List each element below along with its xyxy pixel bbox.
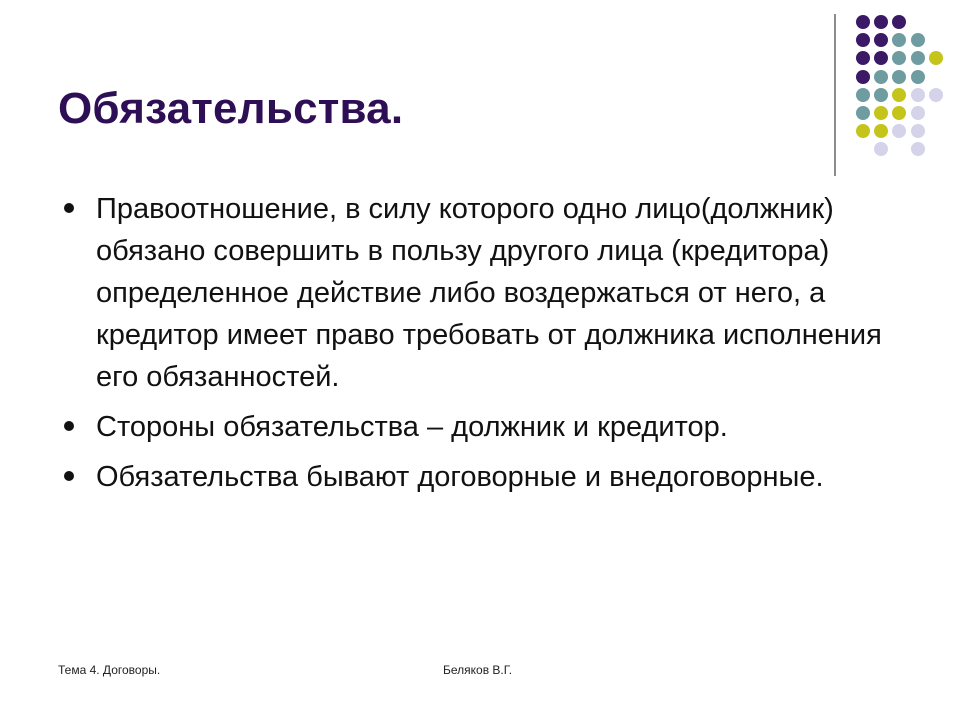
decorative-dot bbox=[856, 70, 870, 84]
decorative-dot bbox=[892, 88, 906, 102]
decorative-dot bbox=[911, 88, 925, 102]
footer-topic: Тема 4. Договоры. bbox=[58, 663, 161, 677]
decorative-dot bbox=[911, 70, 925, 84]
bullet-text: Стороны обязательства – должник и кредитор. bbox=[96, 411, 728, 443]
bullet-item bbox=[60, 456, 920, 498]
footer-author: Беляков В.Г. bbox=[443, 663, 513, 677]
decorative-dot bbox=[856, 88, 870, 102]
decorative-dot bbox=[874, 106, 888, 120]
decorative-dot bbox=[911, 51, 925, 65]
bullet-text: Правоотношение, в силу которого одно лицо(должник) обязано совершить в пользу другого лица (кредитора) определенное действие либо воздержаться от него, а кредитор имеет право требовать от должника исполнения его обязанностей. bbox=[96, 193, 882, 393]
decorative-dot bbox=[874, 15, 888, 29]
decorative-dot bbox=[856, 106, 870, 120]
bullet-list bbox=[60, 188, 920, 506]
decorative-dot bbox=[874, 51, 888, 65]
bullet-item bbox=[60, 188, 920, 398]
decorative-dot bbox=[856, 124, 870, 138]
decorative-dot bbox=[929, 88, 943, 102]
decorative-dot bbox=[874, 70, 888, 84]
decorative-dot bbox=[892, 51, 906, 65]
bullet-dot-icon bbox=[64, 203, 74, 213]
decorative-dot bbox=[892, 70, 906, 84]
decorative-dot bbox=[892, 15, 906, 29]
decorative-dot bbox=[929, 51, 943, 65]
decorative-divider-line bbox=[834, 14, 836, 176]
bullet-dot-icon bbox=[64, 471, 74, 481]
decorative-dot bbox=[874, 124, 888, 138]
decorative-dot bbox=[892, 33, 906, 47]
decorative-dot bbox=[892, 106, 906, 120]
decorative-dot bbox=[911, 142, 925, 156]
decorative-dot bbox=[911, 33, 925, 47]
decorative-dot bbox=[911, 106, 925, 120]
decorative-dot bbox=[874, 33, 888, 47]
decorative-dot bbox=[856, 51, 870, 65]
slide-title: Обязательства. bbox=[58, 84, 404, 133]
decorative-dot bbox=[892, 124, 906, 138]
bullet-item bbox=[60, 406, 920, 448]
decorative-dot bbox=[874, 88, 888, 102]
decorative-dot bbox=[911, 124, 925, 138]
decorative-dot bbox=[874, 142, 888, 156]
decorative-dot bbox=[856, 15, 870, 29]
decorative-dot bbox=[856, 33, 870, 47]
bullet-dot-icon bbox=[64, 421, 74, 431]
bullet-text: Обязательства бывают договорные и внедоговорные. bbox=[96, 461, 824, 493]
